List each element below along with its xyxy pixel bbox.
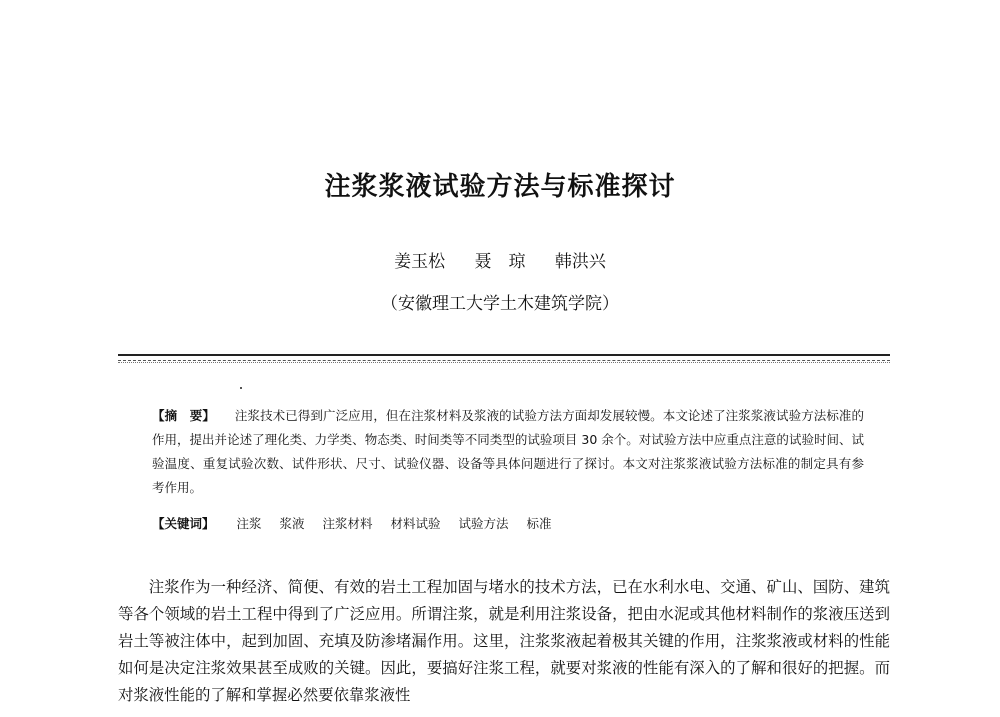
abstract-paragraph <box>152 404 864 500</box>
keywords-block <box>152 512 864 536</box>
header-divider-secondary <box>118 362 890 363</box>
keyword: 注浆材料 <box>322 516 373 531</box>
keyword: 材料试验 <box>390 516 441 531</box>
abstract-label: 【摘 要】 <box>152 408 215 423</box>
paper-title: 注浆浆液试验方法与标准探讨 <box>324 172 676 202</box>
body-paragraph: 注浆作为一种经济、简便、有效的岩土工程加固与堵水的技术方法，已在水利水电、交通、矿山、国防、建筑等各个领域的岩土工程中得到了广泛应用。所谓注浆，就是利用注浆设备，把由水泥或其他材料制作的浆液压送到岩土等被注体中，起到加固、充填及防渗堵漏作用。这里，注浆浆液起着极其关键的作用，注浆浆液或材料的性能如何是决定注浆效果甚至成败的关键。因此，要搞好注浆工程，就要对浆液的性能有深入的了解和很好的把握。而对浆液性能的了解和掌握必然要依靠浆液性 <box>118 578 890 704</box>
author-list <box>0 250 1000 274</box>
body-section <box>118 574 890 709</box>
author-affiliation: （安徽理工大学土木建筑学院） <box>381 294 619 314</box>
author-name: 聂 琼 <box>474 252 526 272</box>
author-name: 姜玉松 <box>394 252 446 272</box>
keyword: 试验方法 <box>458 516 509 531</box>
keyword: 浆液 <box>279 516 305 531</box>
abstract-block <box>152 404 864 500</box>
keyword: 注浆 <box>236 516 262 531</box>
header-divider <box>118 354 890 361</box>
abstract-text: 注浆技术已得到广泛应用，但在注浆材料及浆液的试验方法方面却发展较慢。本文论述了注浆浆液试验方法标准的作用，提出并论述了理化类、力学类、物态类、时间类等不同类型的试验项目 30 余个。对试验方法中应重点注意的试验时间、试验温度、重复试验次数、试件形状、尺寸、试验仪器、设备等具体问题进行了探讨。本文对注浆浆液试验方法标准的制定具有参考作用。 <box>152 408 864 495</box>
scan-speck <box>240 387 242 389</box>
keyword: 标准 <box>526 516 552 531</box>
author-name: 韩洪兴 <box>554 252 606 272</box>
keywords-label: 【关键词】 <box>152 516 215 531</box>
